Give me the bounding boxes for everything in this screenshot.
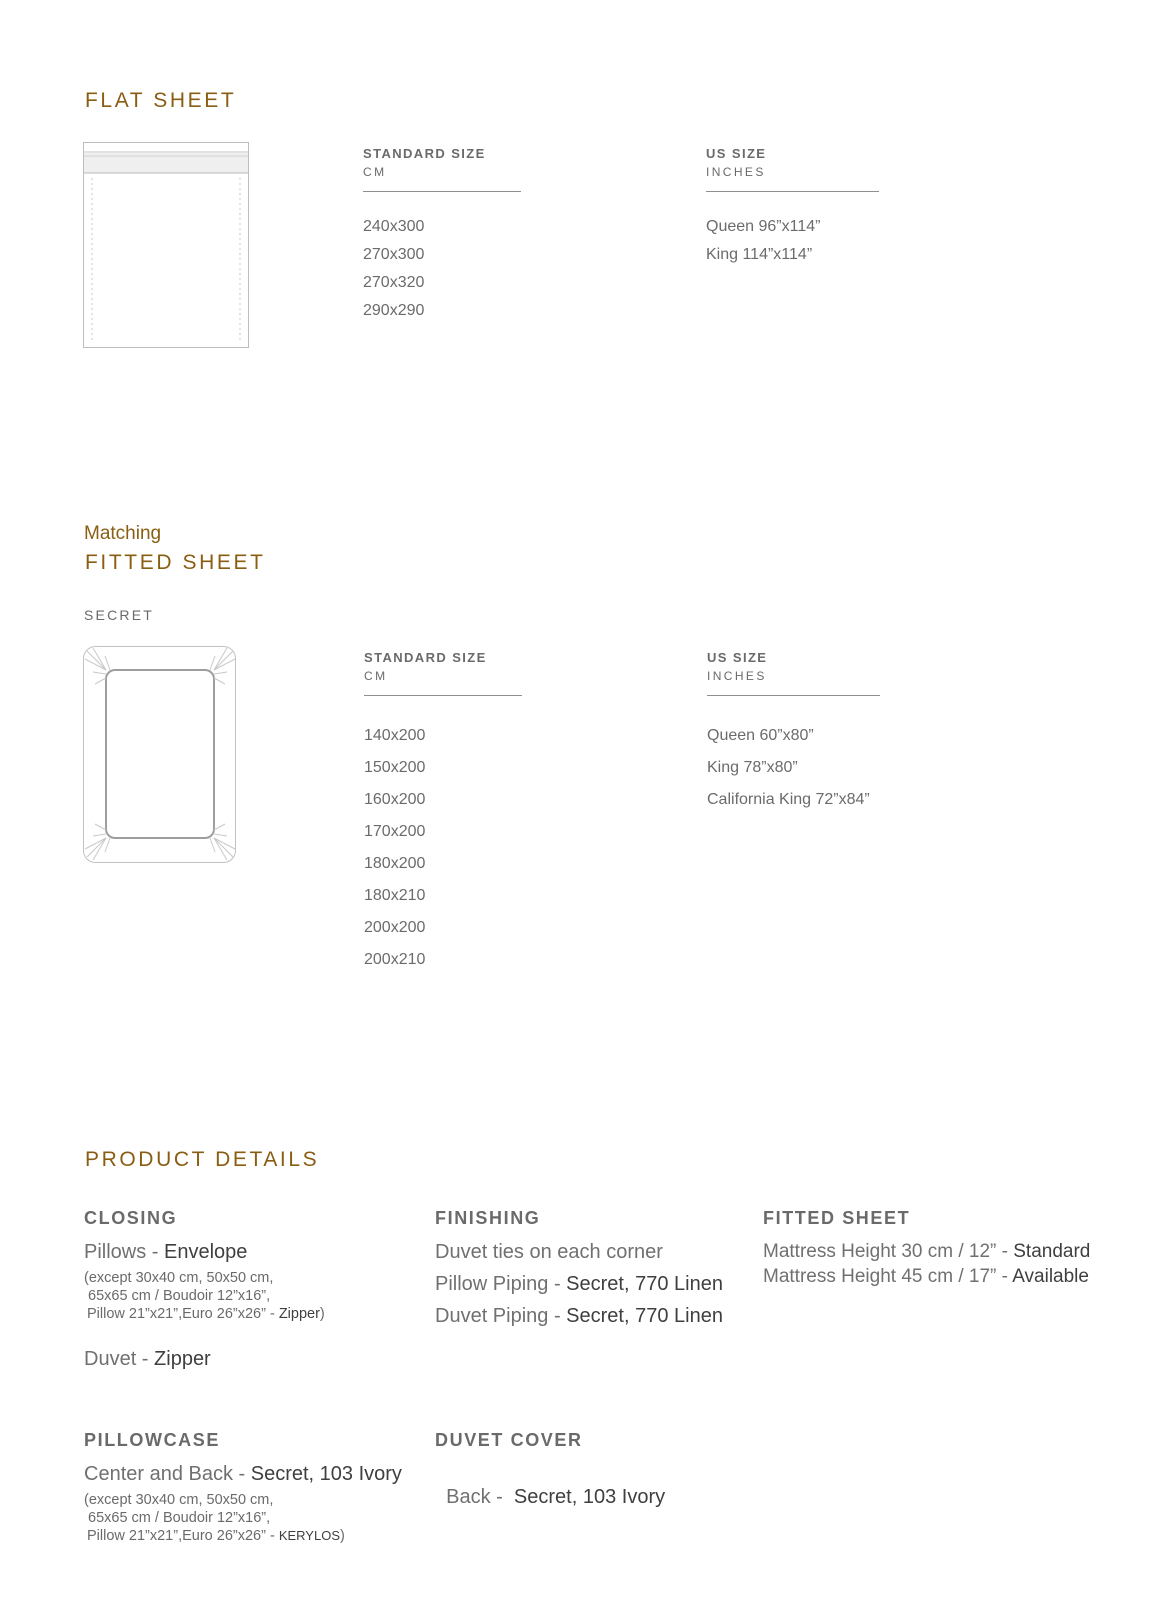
closing-heading: CLOSING <box>84 1208 178 1228</box>
closing-note-line: 65x65 cm / Boudoir 12”x16”, <box>88 1288 271 1304</box>
closing-pillows-label: Pillows - <box>84 1241 165 1263</box>
pillowcase-note-text: Pillow 21”x21”,Euro 26”x26” - <box>87 1528 279 1544</box>
finishing-line <box>435 1273 723 1296</box>
pillowcase-label: Center and Back - <box>84 1463 251 1485</box>
mattress-height-line <box>763 1241 1090 1263</box>
closing-duvet-line <box>84 1348 211 1371</box>
pillowcase-line <box>84 1463 402 1486</box>
pillowcase-value: Secret, 103 Ivory <box>250 1463 402 1485</box>
column-divider <box>363 191 521 192</box>
mattress-height-line <box>763 1266 1089 1288</box>
closing-note-text: Pillow 21”x21”,Euro 26”x26” - <box>87 1306 279 1322</box>
size-item: King 114”x114” <box>706 246 813 263</box>
pillowcase-note-value: KERYLOS <box>278 1528 340 1543</box>
pillowcase-note-end: ) <box>340 1528 345 1544</box>
column-header: US SIZE <box>707 650 768 665</box>
column-header: US SIZE <box>706 146 767 161</box>
column-header: STANDARD SIZE <box>363 146 486 161</box>
size-item: 200x200 <box>364 919 426 936</box>
mattress-height-value: Standard <box>1013 1241 1091 1262</box>
fitted-us-size-column <box>707 650 880 823</box>
size-item: King 78”x80” <box>707 759 798 776</box>
size-item: Queen 96”x114” <box>706 218 821 235</box>
duvet-cover-heading: DUVET COVER <box>435 1430 583 1450</box>
flat-us-size-column <box>706 146 879 274</box>
column-divider <box>364 695 522 696</box>
flat-sheet-illustration <box>83 142 249 349</box>
size-item: 180x210 <box>364 887 426 904</box>
fitted-sheet-details-heading: FITTED SHEET <box>763 1208 911 1228</box>
column-unit: CM <box>363 165 387 179</box>
closing-note-line: (except 30x40 cm, 50x50 cm, <box>84 1270 274 1286</box>
pillowcase-note-line: (except 30x40 cm, 50x50 cm, <box>84 1492 274 1508</box>
size-item: 270x320 <box>363 274 425 291</box>
finishing-value: Secret, 770 Linen <box>566 1273 723 1295</box>
pillowcase-note <box>84 1491 345 1545</box>
closing-note-value: Zipper <box>278 1306 320 1322</box>
size-item: 270x300 <box>363 246 425 263</box>
column-divider <box>706 191 879 192</box>
closing-note <box>84 1269 325 1323</box>
finishing-heading: FINISHING <box>435 1208 541 1228</box>
size-item: 240x300 <box>363 218 425 235</box>
finishing-value: Secret, 770 Linen <box>566 1305 723 1327</box>
finishing-label: Duvet Piping - <box>435 1305 567 1327</box>
fitted-standard-size-column <box>364 650 522 983</box>
mattress-height-value: Available <box>1012 1266 1089 1287</box>
size-item: 180x200 <box>364 855 426 872</box>
flat-standard-size-column <box>363 146 521 330</box>
closing-note-line <box>84 1305 325 1323</box>
size-item: California King 72”x84” <box>707 791 870 808</box>
product-details-title: PRODUCT DETAILS <box>85 1148 320 1171</box>
pillowcase-note-line <box>84 1527 345 1545</box>
closing-pillows-value: Envelope <box>164 1241 248 1263</box>
size-item: 160x200 <box>364 791 426 808</box>
mattress-height-label: Mattress Height 30 cm / 12” - <box>763 1241 1014 1262</box>
closing-pillows-line <box>84 1241 247 1264</box>
size-item: 140x200 <box>364 727 426 744</box>
fitted-sheet-illustration <box>83 646 237 864</box>
size-item: 200x210 <box>364 951 426 968</box>
flat-sheet-title: FLAT SHEET <box>85 89 237 112</box>
column-divider <box>707 695 880 696</box>
finishing-line: Duvet ties on each corner <box>435 1241 663 1263</box>
duvet-cover-line <box>435 1463 665 1509</box>
size-item: Queen 60”x80” <box>707 727 814 744</box>
column-unit: INCHES <box>707 669 767 683</box>
finishing-line <box>435 1305 723 1328</box>
duvet-cover-value: Secret, 103 Ivory <box>508 1486 666 1508</box>
pillowcase-heading: PILLOWCASE <box>84 1430 220 1450</box>
fitted-sheet-subtitle: SECRET <box>84 607 154 623</box>
column-unit: INCHES <box>706 165 766 179</box>
column-unit: CM <box>364 669 388 683</box>
pillowcase-note-line: 65x65 cm / Boudoir 12”x16”, <box>88 1510 271 1526</box>
size-item: 170x200 <box>364 823 426 840</box>
size-item: 290x290 <box>363 302 425 319</box>
closing-note-end: ) <box>319 1306 325 1322</box>
duvet-cover-label: Back - <box>446 1486 509 1508</box>
size-item: 150x200 <box>364 759 426 776</box>
matching-kicker: Matching <box>84 523 162 544</box>
fitted-sheet-title: FITTED SHEET <box>85 551 266 574</box>
finishing-label: Pillow Piping - <box>435 1273 567 1295</box>
closing-duvet-value: Zipper <box>154 1348 211 1370</box>
column-header: STANDARD SIZE <box>364 650 487 665</box>
mattress-height-label: Mattress Height 45 cm / 17” - <box>763 1266 1013 1287</box>
closing-duvet-label: Duvet - <box>84 1348 155 1370</box>
